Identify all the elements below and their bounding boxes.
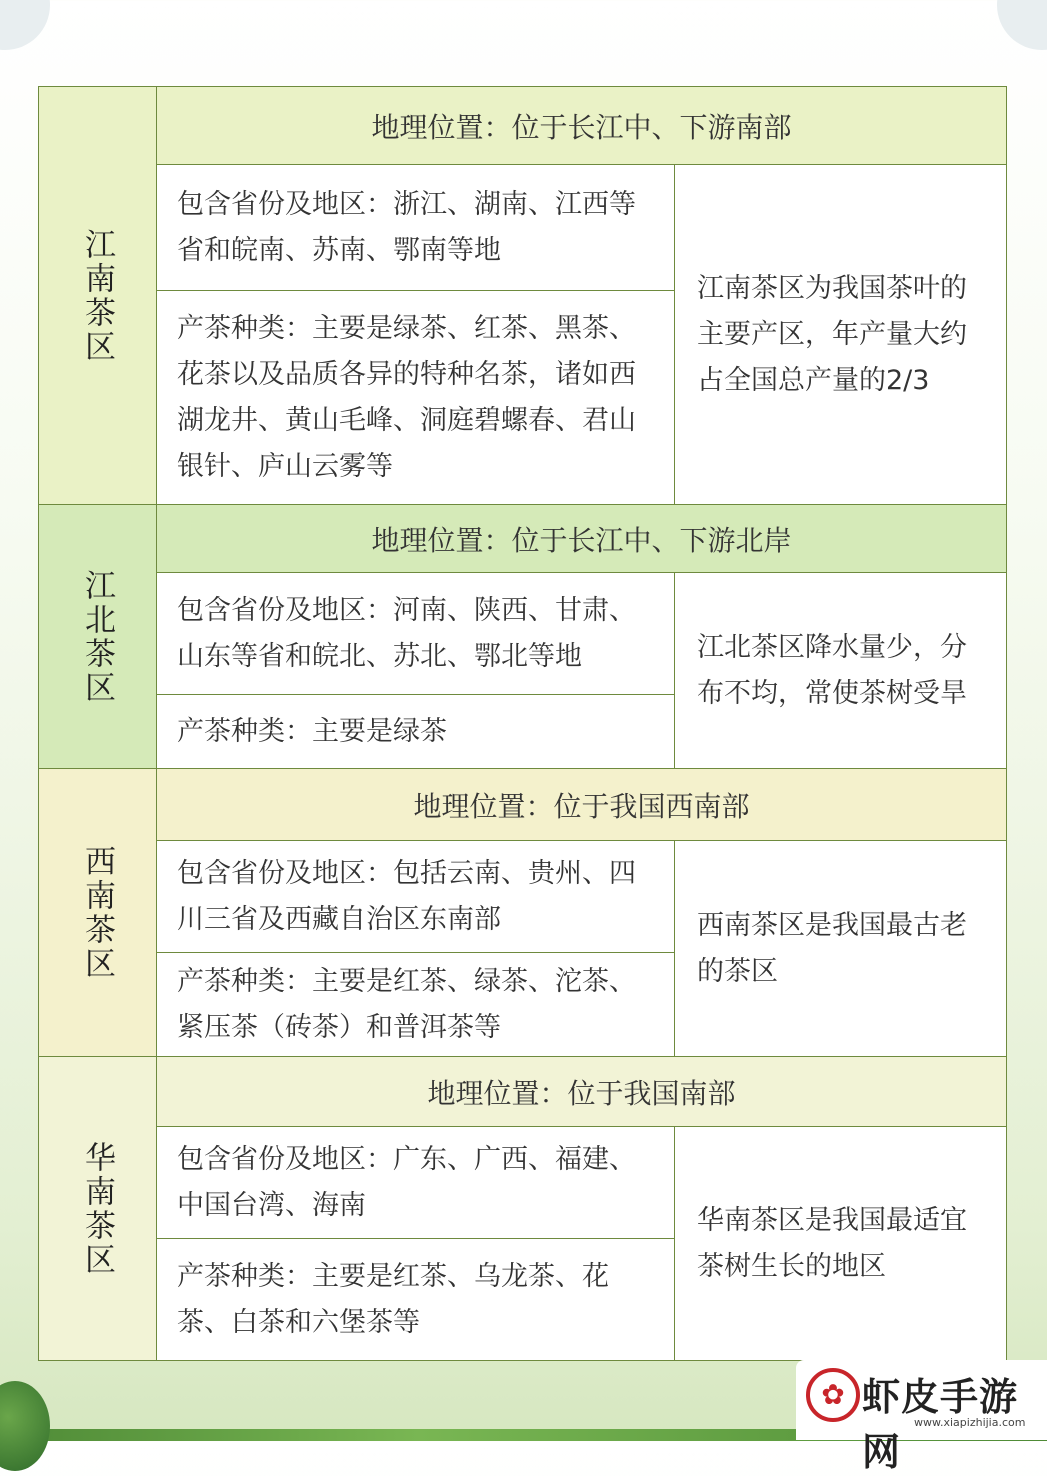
decor-circle-left	[0, 0, 50, 50]
provinces-cell: 包含省份及地区：浙江、湖南、江西等省和皖南、苏南、鄂南等地	[157, 165, 675, 291]
region-name: 华南茶区	[39, 1057, 157, 1361]
tea-regions-table	[38, 86, 1007, 1361]
region-row-geo	[39, 505, 1007, 573]
tea-types-cell: 产茶种类：主要是红茶、绿茶、沱茶、紧压茶（砖茶）和普洱茶等	[157, 953, 675, 1057]
tree-decor	[0, 1381, 50, 1471]
geo-location: 地理位置：位于长江中、下游北岸	[157, 505, 1007, 573]
tea-types-cell: 产茶种类：主要是红茶、乌龙茶、花茶、白茶和六堡茶等	[157, 1239, 675, 1361]
provinces-cell: 包含省份及地区：包括云南、贵州、四川三省及西藏自治区东南部	[157, 841, 675, 953]
provinces-cell: 包含省份及地区：广东、广西、福建、中国台湾、海南	[157, 1127, 675, 1239]
watermark-url: www.xiapizhijia.com	[914, 1416, 1026, 1429]
region-name: 江南茶区	[39, 87, 157, 505]
provinces-cell: 包含省份及地区：河南、陕西、甘肃、山东等省和皖北、苏北、鄂北等地	[157, 573, 675, 695]
region-row-geo	[39, 1057, 1007, 1127]
region-note: 江北茶区降水量少，分布不均，常使茶树受旱	[675, 573, 1007, 769]
decor-circle-right	[997, 0, 1047, 50]
geo-location: 地理位置：位于我国西南部	[157, 769, 1007, 841]
region-row-geo	[39, 769, 1007, 841]
region-note: 华南茶区是我国最适宜茶树生长的地区	[675, 1127, 1007, 1361]
region-name: 西南茶区	[39, 769, 157, 1057]
region-note: 西南茶区是我国最古老的茶区	[675, 841, 1007, 1057]
tea-types-cell: 产茶种类：主要是绿茶	[157, 695, 675, 769]
region-row-geo	[39, 87, 1007, 165]
watermark-title: 虾皮手游网	[862, 1375, 1019, 1474]
watermark	[796, 1360, 1047, 1474]
geo-location: 地理位置：位于长江中、下游南部	[157, 87, 1007, 165]
region-note: 江南茶区为我国茶叶的主要产区，年产量大约占全国总产量的2/3	[675, 165, 1007, 505]
region-name: 江北茶区	[39, 505, 157, 769]
tea-types-cell: 产茶种类：主要是绿茶、红茶、黑茶、花茶以及品质各异的特种名茶，诸如西湖龙井、黄山毛峰、洞庭碧螺春、君山银针、庐山云雾等	[157, 291, 675, 505]
geo-location: 地理位置：位于我国南部	[157, 1057, 1007, 1127]
shrimp-logo-icon: ✿	[806, 1368, 860, 1422]
